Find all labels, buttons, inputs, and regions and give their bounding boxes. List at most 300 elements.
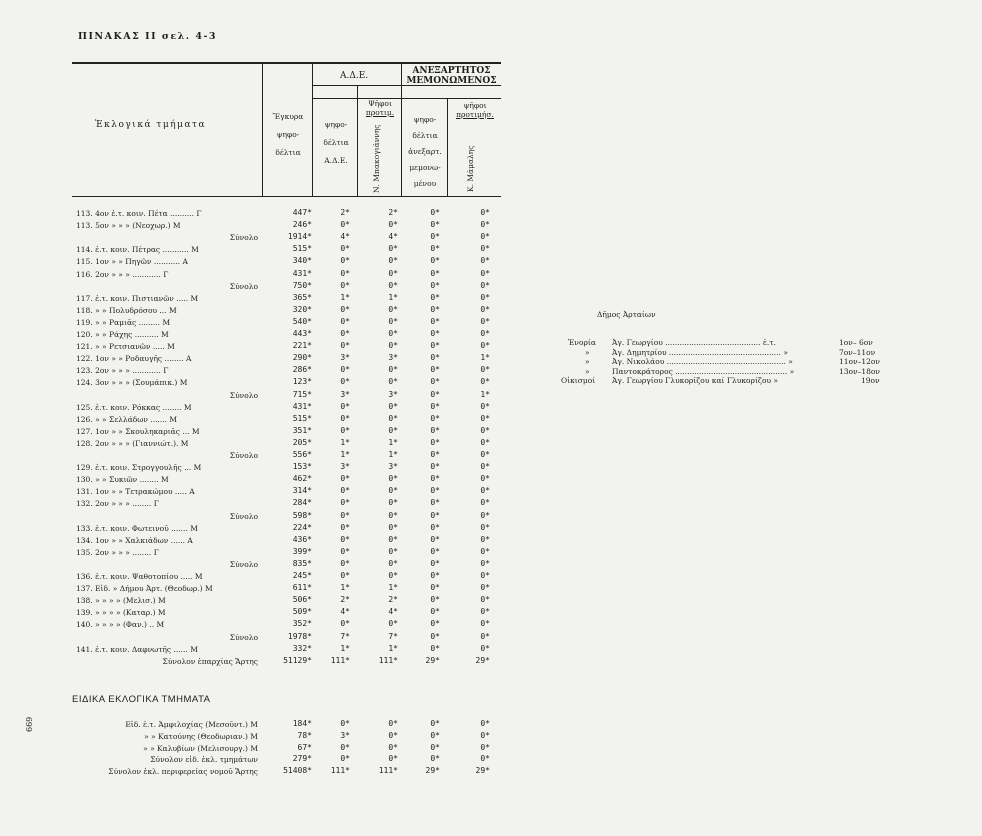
ade-pref-value: 0*: [388, 498, 398, 508]
section-label: 133. ἐ.τ. κοιν. Φωτεινοῦ ....... Μ: [76, 523, 198, 533]
ind-pref-value: 0*: [480, 742, 490, 752]
ind-pref-value: 1*: [480, 353, 490, 363]
ind-ballots-value: 0*: [430, 510, 440, 520]
ade-pref-value: 0*: [388, 401, 398, 411]
ind-ballots-value: 0*: [430, 425, 440, 435]
col-divider: [262, 62, 263, 196]
ind-pref-value: 0*: [480, 329, 490, 338]
ind-ballots-value: 29*: [425, 766, 440, 776]
valid-ballots-value: 462*: [292, 474, 312, 484]
ind-ballots-value: 0*: [430, 329, 440, 338]
ade-ballots-value: 0*: [340, 256, 350, 266]
header-line: ψῆφοι: [463, 101, 487, 110]
ind-ballots-value: 0*: [430, 558, 440, 568]
section-label: 137. Εἰδ. » Δήμου Ἀρτ. (Θεοδωρ.) Μ: [76, 584, 213, 594]
ind-ballots-value: 0*: [430, 377, 440, 387]
valid-ballots-value: 221*: [292, 341, 312, 351]
ade-pref-value: 2*: [388, 595, 398, 605]
ade-ballots-value: 0*: [340, 546, 350, 556]
ind-pref-value: 0*: [480, 341, 490, 351]
valid-ballots-value: 509*: [292, 607, 312, 617]
header-ade-pref-name: Ν. Μπακογιάννης: [372, 124, 381, 193]
ind-ballots-value: 0*: [430, 754, 440, 764]
ade-ballots-value: 0*: [340, 474, 350, 484]
ind-ballots-value: 0*: [430, 389, 440, 399]
valid-ballots-value: 715*: [292, 389, 312, 399]
valid-ballots-value: 431*: [292, 401, 312, 411]
total-label: Σύνολο: [229, 390, 258, 400]
municipality-kind: »: [585, 357, 590, 367]
ind-ballots-value: 0*: [430, 450, 440, 459]
section-label: 131. 1ον » » Τετρακώμου ..... Α: [76, 487, 195, 497]
ind-ballots-value: 0*: [430, 304, 440, 314]
ade-pref-value: 0*: [388, 304, 398, 314]
valid-ballots-value: 556*: [292, 450, 312, 459]
total-label: Σύνολο: [229, 511, 258, 521]
ade-ballots-value: 0*: [340, 498, 350, 508]
municipality-sections: 13ον–18ον: [839, 366, 880, 376]
valid-ballots-value: 51408*: [283, 766, 312, 776]
ind-ballots-value: 0*: [430, 353, 440, 363]
ind-ballots-value: 0*: [430, 546, 440, 556]
ind-pref-value: 29*: [475, 766, 490, 776]
ind-ballots-value: 0*: [430, 534, 440, 544]
ade-ballots-value: 111*: [330, 655, 350, 665]
ade-ballots-value: 0*: [340, 268, 350, 278]
header-line: προτιμ.: [365, 108, 395, 117]
ade-ballots-value: 3*: [340, 462, 350, 472]
ade-ballots-value: 0*: [340, 719, 350, 728]
valid-ballots-value: 279*: [292, 754, 312, 764]
valid-ballots-value: 205*: [292, 437, 312, 447]
ind-pref-value: 0*: [480, 244, 490, 254]
ade-ballots-value: 0*: [340, 413, 350, 423]
section-label: 129. ἐ.τ. κοιν. Στρογγουλῆς ... Μ: [76, 463, 202, 473]
valid-ballots-value: 515*: [292, 244, 312, 254]
valid-ballots-value: 352*: [292, 619, 312, 629]
ind-pref-value: 0*: [480, 208, 490, 217]
ade-pref-value: 0*: [388, 510, 398, 520]
ind-ballots-value: 0*: [430, 474, 440, 484]
ind-pref-value: 0*: [480, 558, 490, 568]
valid-ballots-value: 1914*: [287, 232, 312, 242]
ade-pref-value: 0*: [388, 486, 398, 496]
section-label: 140. » » » » (Φαν.) .. Μ: [76, 620, 165, 630]
ind-ballots-value: 0*: [430, 256, 440, 266]
ind-pref-value: 0*: [480, 719, 490, 728]
valid-ballots-value: 184*: [292, 719, 312, 728]
valid-ballots-value: 284*: [292, 498, 312, 508]
ade-ballots-value: 0*: [340, 534, 350, 544]
ade-pref-value: 0*: [388, 256, 398, 266]
municipality-place: Ἀγ. Δημητρίου ............................................... »: [612, 347, 788, 357]
ind-pref-value: 0*: [480, 730, 490, 740]
section-label: 113. 5ον » » » (Νεοχωρ.) Μ: [76, 221, 181, 231]
ade-pref-value: 1*: [388, 643, 398, 653]
ade-ballots-value: 3*: [340, 353, 350, 363]
ade-pref-value: 4*: [388, 232, 398, 242]
valid-ballots-value: 835*: [292, 558, 312, 568]
header-ade-ballots: [316, 120, 356, 165]
ade-pref-value: 0*: [388, 534, 398, 544]
ind-pref-value: 0*: [480, 316, 490, 326]
valid-ballots-value: 78*: [297, 730, 312, 740]
ade-ballots-value: 4*: [340, 232, 350, 242]
ind-ballots-value: 0*: [430, 316, 440, 326]
ade-pref-value: 0*: [388, 413, 398, 423]
valid-ballots-value: 399*: [292, 546, 312, 556]
ade-pref-value: 0*: [388, 280, 398, 290]
municipality-place: Ἀγ. Γεωργίου Γλυκορίζου καί Γλυκορίζου »: [612, 376, 779, 386]
ade-pref-value: 0*: [388, 365, 398, 375]
ade-ballots-value: 7*: [340, 631, 350, 641]
header-line: προτιμήσ.: [456, 110, 494, 119]
ind-ballots-value: 0*: [430, 292, 440, 302]
section-label: 123. 2ον » » » ............ Γ: [76, 366, 169, 376]
ade-ballots-value: 3*: [340, 389, 350, 399]
valid-ballots-value: 320*: [292, 304, 312, 314]
section-label: 113. 4ον ἐ.τ. κοιν. Πέτα .......... Γ: [76, 209, 202, 218]
header-line: ΑΝΕΞΑΡΤΗΤΟΣ: [412, 66, 491, 76]
header-ind-pref: [452, 101, 498, 119]
ind-ballots-value: 0*: [430, 268, 440, 278]
ade-pref-value: 1*: [388, 437, 398, 447]
valid-ballots-value: 286*: [292, 365, 312, 375]
municipality-sections: 11ον–12ον: [839, 357, 880, 367]
valid-ballots-value: 246*: [292, 220, 312, 230]
ind-ballots-value: 0*: [430, 619, 440, 629]
ade-ballots-value: 4*: [340, 607, 350, 617]
section-label: 141. ἐ.τ. κοιν. Δαφνωτῆς ...... Μ: [76, 644, 198, 654]
ade-ballots-value: 0*: [340, 754, 350, 764]
valid-ballots-value: 540*: [292, 316, 312, 326]
section-label: 125. ἐ.τ. κοιν. Ρόκκας ........ Μ: [76, 402, 192, 412]
valid-ballots-value: 123*: [292, 377, 312, 387]
table-top-rule: [72, 62, 501, 64]
side-page-number: 669: [25, 716, 34, 732]
ade-pref-value: 0*: [388, 268, 398, 278]
ind-pref-value: 0*: [480, 413, 490, 423]
section-label: 138. » » » » (Μελισ.) Μ: [76, 596, 166, 606]
valid-ballots-value: 365*: [292, 292, 312, 302]
col-divider: [401, 62, 402, 196]
header-line: ψηφο-: [276, 130, 300, 139]
header-independent: [403, 66, 500, 86]
ade-ballots-value: 1*: [340, 292, 350, 302]
col-divider: [357, 85, 358, 196]
ade-pref-value: 0*: [388, 220, 398, 230]
header-ade: Α.Δ.Ε.: [340, 71, 369, 81]
header-line: ψηφο-: [324, 120, 348, 129]
header-line: ΜΕΜΟΝΩΜΕΝΟΣ: [406, 76, 497, 86]
ind-ballots-value: 0*: [430, 742, 440, 752]
ind-ballots-value: 0*: [430, 280, 440, 290]
section-label: 121. » » Ρετσιανῶν ..... Μ: [76, 342, 175, 352]
section-label: 130. » » Συκιῶν ........ Μ: [76, 475, 169, 485]
ade-ballots-value: 1*: [340, 643, 350, 653]
municipality-place: Ἀγ. Νικολάου .................................................. »: [612, 357, 793, 367]
header-ind-ballots: [404, 112, 446, 192]
section-label: 120. » » Ράχης .......... Μ: [76, 330, 169, 339]
valid-ballots-value: 351*: [292, 425, 312, 435]
total-label: Σύνολον ἐπαρχίας Ἄρτης: [162, 656, 258, 666]
ade-ballots-value: 0*: [340, 244, 350, 254]
ade-pref-value: 0*: [388, 425, 398, 435]
section-label: 118. » » Πολυδρόσου ... Μ: [76, 305, 177, 315]
valid-ballots-value: 224*: [292, 522, 312, 532]
header-line: δέλτια: [275, 148, 301, 157]
ind-ballots-value: 0*: [430, 462, 440, 472]
ade-ballots-value: 1*: [340, 437, 350, 447]
ade-ballots-value: 0*: [340, 280, 350, 290]
municipality-kind: Ἐνορία: [568, 338, 596, 347]
ade-pref-value: 0*: [388, 558, 398, 568]
total-label: Σύνολο: [229, 281, 258, 291]
section-label: 124. 3ον » » » (Σουμάπικ.) Μ: [76, 378, 188, 388]
municipality-sections: 1ον– 6ον: [839, 338, 873, 347]
ade-pref-value: 0*: [388, 546, 398, 556]
ind-pref-value: 0*: [480, 522, 490, 532]
ade-pref-value: 4*: [388, 607, 398, 617]
valid-ballots-value: 51129*: [283, 655, 312, 665]
ind-pref-value: 0*: [480, 754, 490, 764]
section-label: 117. ἐ.τ. κοιν. Πιστιανῶν ..... Μ: [76, 293, 199, 303]
valid-ballots-value: 436*: [292, 534, 312, 544]
ind-pref-value: 0*: [480, 510, 490, 520]
total-label: Σύνολο: [229, 559, 258, 569]
header-line: Ἔγκυρα: [272, 112, 304, 121]
ade-pref-value: 0*: [388, 316, 398, 326]
section-label: 127. 1ον » » Σκουληκαριᾶς ... Μ: [76, 426, 200, 436]
section-label: 119. » » Ραμιᾶς ......... Μ: [76, 317, 171, 327]
ind-pref-value: 0*: [480, 462, 490, 472]
ind-pref-value: 0*: [480, 643, 490, 653]
ade-pref-value: 2*: [388, 208, 398, 217]
header-line: δέλτια: [412, 131, 438, 140]
ind-ballots-value: 29*: [425, 655, 440, 665]
total-label: Σύνολο: [229, 451, 258, 460]
ade-ballots-value: 0*: [340, 558, 350, 568]
ade-pref-value: 7*: [388, 631, 398, 641]
ind-ballots-value: 0*: [430, 571, 440, 580]
ind-ballots-value: 0*: [430, 643, 440, 653]
ade-ballots-value: 111*: [330, 766, 350, 776]
ade-pref-value: 0*: [388, 329, 398, 338]
ade-ballots-value: 1*: [340, 450, 350, 459]
special-sections-title: ΕΙΔΙΚΑ ΕΚΛΟΓΙΚΑ ΤΜΗΜΑΤΑ: [72, 694, 211, 705]
ade-pref-value: 111*: [378, 655, 398, 665]
valid-ballots-value: 340*: [292, 256, 312, 266]
header-valid-ballots: [266, 112, 310, 157]
valid-ballots-value: 332*: [292, 643, 312, 653]
header-line: δέλτια: [323, 138, 349, 147]
ind-ballots-value: 0*: [430, 232, 440, 242]
ade-ballots-value: 0*: [340, 341, 350, 351]
ade-pref-value: 3*: [388, 462, 398, 472]
ade-pref-value: 3*: [388, 353, 398, 363]
ind-pref-value: 0*: [480, 571, 490, 580]
header-line: ψηφο-: [413, 115, 437, 124]
ind-pref-value: 0*: [480, 232, 490, 242]
ade-ballots-value: 0*: [340, 377, 350, 387]
valid-ballots-value: 515*: [292, 413, 312, 423]
valid-ballots-value: 506*: [292, 595, 312, 605]
ind-ballots-value: 0*: [430, 583, 440, 593]
ade-ballots-value: 1*: [340, 583, 350, 593]
ade-pref-value: 0*: [388, 474, 398, 484]
table-header-rule: [72, 196, 501, 197]
valid-ballots-value: 314*: [292, 486, 312, 496]
ade-ballots-value: 0*: [340, 619, 350, 629]
ade-ballots-value: 2*: [340, 595, 350, 605]
ind-pref-value: 0*: [480, 595, 490, 605]
header-line: μεμονω-: [409, 163, 441, 172]
col-divider: [312, 62, 313, 196]
ade-pref-value: 1*: [388, 292, 398, 302]
ind-ballots-value: 0*: [430, 486, 440, 496]
ind-pref-value: 0*: [480, 280, 490, 290]
valid-ballots-value: 443*: [292, 329, 312, 338]
ind-ballots-value: 0*: [430, 595, 440, 605]
ind-ballots-value: 0*: [430, 208, 440, 217]
municipality-title: Δῆμος Ἀρταίων: [597, 310, 656, 319]
section-label: 116. 2ον » » » ............ Γ: [76, 269, 169, 279]
section-label: 122. 1ον » » Ροδαυγῆς ........ Α: [76, 354, 192, 364]
ind-ballots-value: 0*: [430, 631, 440, 641]
ind-pref-value: 0*: [480, 631, 490, 641]
ade-pref-value: 0*: [388, 341, 398, 351]
ind-pref-value: 0*: [480, 268, 490, 278]
header-ind-pref-name: Κ. Μάμαλης: [466, 145, 475, 192]
header-line: Ψῆφοι: [368, 99, 392, 108]
section-label: 115. 1ον » » Πηγῶν ........... Α: [76, 257, 188, 267]
ade-ballots-value: 0*: [340, 304, 350, 314]
municipality-sections: 7ον–11ον: [839, 347, 876, 357]
ind-ballots-value: 0*: [430, 401, 440, 411]
special-section-label: » » Κατούνης (Θεοδωριαν.) Μ: [144, 731, 258, 741]
ade-pref-value: 1*: [388, 450, 398, 459]
ade-ballots-value: 2*: [340, 208, 350, 217]
valid-ballots-value: 245*: [292, 571, 312, 580]
special-section-label: Σύνολον εἰδ. ἐκλ. τμημάτων: [150, 755, 258, 765]
ind-ballots-value: 0*: [430, 498, 440, 508]
ade-pref-value: 3*: [388, 389, 398, 399]
valid-ballots-value: 153*: [292, 462, 312, 472]
special-section-label: » » Καλυβίων (Μελισουργ.) Μ: [143, 743, 258, 753]
municipality-kind: »: [585, 347, 590, 357]
ade-pref-value: 0*: [388, 571, 398, 580]
valid-ballots-value: 447*: [292, 208, 312, 217]
header-line: μένου: [413, 179, 437, 188]
ind-pref-value: 0*: [480, 546, 490, 556]
total-label: Σύνολο: [229, 233, 258, 243]
ind-pref-value: 0*: [480, 534, 490, 544]
ade-ballots-value: 0*: [340, 571, 350, 580]
special-section-label: Σύνολον ἐκλ. περιφερείας νομοῦ Ἄρτης: [108, 767, 258, 777]
ind-pref-value: 0*: [480, 583, 490, 593]
ade-pref-value: 0*: [388, 719, 398, 728]
ind-ballots-value: 0*: [430, 437, 440, 447]
ind-pref-value: 0*: [480, 377, 490, 387]
ade-ballots-value: 3*: [340, 730, 350, 740]
municipality-kind: Οἰκισμοί: [561, 376, 596, 386]
ind-pref-value: 0*: [480, 292, 490, 302]
page-title: ΠΙΝΑΚΑΣ ΙΙ σελ. 4-3: [78, 31, 218, 42]
ind-ballots-value: 0*: [430, 220, 440, 230]
ade-ballots-value: 0*: [340, 316, 350, 326]
section-label: 126. » » Σελλάδων ....... Μ: [76, 414, 178, 424]
ind-ballots-value: 0*: [430, 341, 440, 351]
ade-pref-value: 0*: [388, 730, 398, 740]
ind-pref-value: 0*: [480, 437, 490, 447]
ind-ballots-value: 0*: [430, 413, 440, 423]
ind-pref-value: 0*: [480, 304, 490, 314]
header-line: ἀνεξαρτ.: [408, 147, 442, 156]
ade-ballots-value: 0*: [340, 510, 350, 520]
ind-pref-value: 29*: [475, 655, 490, 665]
valid-ballots-value: 290*: [292, 353, 312, 363]
valid-ballots-value: 611*: [292, 583, 312, 593]
ade-pref-value: 0*: [388, 742, 398, 752]
ind-pref-value: 0*: [480, 365, 490, 375]
ind-ballots-value: 0*: [430, 607, 440, 617]
valid-ballots-value: 598*: [292, 510, 312, 520]
ind-ballots-value: 0*: [430, 365, 440, 375]
section-label: 135. 2ον » » » ........ Γ: [76, 547, 159, 557]
col-divider: [447, 98, 448, 196]
ind-ballots-value: 0*: [430, 244, 440, 254]
ade-pref-value: 0*: [388, 244, 398, 254]
ade-pref-value: 0*: [388, 522, 398, 532]
ade-ballots-value: 0*: [340, 522, 350, 532]
ade-pref-value: 0*: [388, 377, 398, 387]
municipality-kind: »: [585, 366, 590, 376]
total-label: Σύνολο: [229, 632, 258, 642]
municipality-place: Ἀγ. Γεωργίου ........................................ ἐ.τ.: [612, 338, 776, 347]
ind-pref-value: 0*: [480, 486, 490, 496]
ind-pref-value: 0*: [480, 256, 490, 266]
header-ade-pref: [360, 99, 400, 117]
ade-ballots-value: 0*: [340, 401, 350, 411]
ind-pref-value: 0*: [480, 401, 490, 411]
ade-ballots-value: 0*: [340, 742, 350, 752]
special-section-label: Εἰδ. ἐ.τ. Ἀμφιλοχίας (Μεσοῦντ.) Μ: [125, 720, 258, 729]
ind-pref-value: 0*: [480, 450, 490, 459]
ind-pref-value: 0*: [480, 619, 490, 629]
ade-pref-value: 1*: [388, 583, 398, 593]
ind-ballots-value: 0*: [430, 730, 440, 740]
valid-ballots-value: 750*: [292, 280, 312, 290]
valid-ballots-value: 1978*: [287, 631, 312, 641]
header-electoral-sections: Ἐκλογικά τμήματα: [95, 120, 207, 130]
valid-ballots-value: 67*: [297, 742, 312, 752]
section-label: 134. 1ον » » Χαλκιάδων ...... Α: [76, 535, 193, 545]
header-line: Α.Δ.Ε.: [324, 156, 348, 165]
ind-pref-value: 0*: [480, 425, 490, 435]
municipality-place: Παντοκράτορος ............................................... »: [612, 366, 795, 376]
ade-pref-value: 0*: [388, 619, 398, 629]
municipality-sections: 19ον: [861, 376, 880, 386]
ind-pref-value: 0*: [480, 474, 490, 484]
ade-ballots-value: 0*: [340, 329, 350, 338]
ind-pref-value: 1*: [480, 389, 490, 399]
ade-ballots-value: 0*: [340, 486, 350, 496]
ade-pref-value: 0*: [388, 754, 398, 764]
ade-ballots-value: 0*: [340, 425, 350, 435]
section-label: 136. ἐ.τ. κοιν. Ψαθοτοπίου ..... Μ: [76, 572, 203, 581]
ind-ballots-value: 0*: [430, 522, 440, 532]
ade-ballots-value: 0*: [340, 365, 350, 375]
